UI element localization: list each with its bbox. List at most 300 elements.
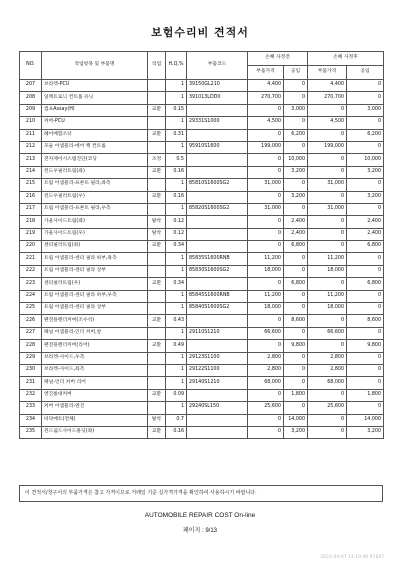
disclaimer-note: 이 견적서/청구서의 부품가격은 참고 가격이므로 거래일 기준 실가격가격을 확인하여 사용하시기 바랍니다. xyxy=(19,485,383,502)
cell-work: 교환 xyxy=(148,278,166,290)
cell-work xyxy=(148,352,166,364)
cell-name: 가울사이드트림(우) xyxy=(42,228,148,240)
cell-hq: 0.16 xyxy=(166,191,187,203)
cell-no: 211 xyxy=(20,129,42,141)
cell-name: 트림 어셈블리-프론트 필라,우측 xyxy=(42,203,148,215)
cell-name: 브라켓-사이드,우측 xyxy=(42,352,148,364)
cell-work xyxy=(148,402,166,414)
table-row xyxy=(20,265,384,277)
cell-work xyxy=(148,80,166,92)
cell-name: 가울사이드트림(좌) xyxy=(42,216,148,228)
cell-hq: 0.7 xyxy=(166,414,187,426)
cell-hq: 0.15 xyxy=(166,104,187,116)
cell-al: 8,600 xyxy=(347,315,384,327)
cell-ap: 31,000 xyxy=(308,179,347,191)
cell-code: 85830S1600SG2 xyxy=(187,265,248,277)
cell-hq: 1 xyxy=(166,377,187,389)
cell-bl: 0 xyxy=(284,203,308,215)
table-row xyxy=(20,129,384,141)
cell-bl: 14,000 xyxy=(284,414,308,426)
table-header xyxy=(20,52,384,80)
header-hq: H,Q,% xyxy=(166,52,187,80)
cell-no: 234 xyxy=(20,414,42,426)
cell-no: 232 xyxy=(20,389,42,401)
cell-work xyxy=(148,265,166,277)
cell-code xyxy=(187,340,248,352)
cell-al: 0 xyxy=(347,377,384,389)
cell-no: 208 xyxy=(20,92,42,104)
cell-code xyxy=(187,129,248,141)
cell-ap: 68,000 xyxy=(308,377,347,389)
table-row xyxy=(20,414,384,426)
header-before-part-price: 부품가격 xyxy=(248,66,284,80)
cell-hq: 1 xyxy=(166,402,187,414)
cell-ap: 18,000 xyxy=(308,265,347,277)
header-after-labor: 공임 xyxy=(347,66,384,80)
cell-hq: 1 xyxy=(166,364,187,376)
cell-bl: 8,600 xyxy=(284,315,308,327)
cell-name: 팬전플렌더커버(조수석) xyxy=(42,315,148,327)
table-row xyxy=(20,92,384,104)
cell-bp: 11,200 xyxy=(248,290,284,302)
cell-ap: 4,500 xyxy=(308,117,347,129)
cell-work xyxy=(148,117,166,129)
cell-bl: 0 xyxy=(284,265,308,277)
cell-hq: 0.16 xyxy=(166,426,187,438)
cell-no: 221 xyxy=(20,253,42,265)
cell-ap: 0 xyxy=(308,104,347,116)
cell-bl: 0 xyxy=(284,141,308,153)
cell-name: 바닥매트(전체) xyxy=(42,414,148,426)
cell-bp: 18,000 xyxy=(248,265,284,277)
cell-bp: 0 xyxy=(248,104,284,116)
cell-bl: 10,000 xyxy=(284,154,308,166)
table-row xyxy=(20,216,384,228)
cell-work: 탈착 xyxy=(148,228,166,240)
cell-bl: 6,800 xyxy=(284,278,308,290)
cell-bl: 0 xyxy=(284,92,308,104)
cell-al: 6,800 xyxy=(347,278,384,290)
cell-bp: 68,000 xyxy=(248,377,284,389)
cell-bl: 0 xyxy=(284,327,308,339)
cell-name: 전자제어시스템진단(코딩 xyxy=(42,154,148,166)
table-row xyxy=(20,203,384,215)
table-row xyxy=(20,340,384,352)
cell-name: 일렉트로닉 컨트롤 유닛 xyxy=(42,92,148,104)
cell-name: 윈드쉴드사이드몰딩(좌) xyxy=(42,426,148,438)
cell-hq: 1 xyxy=(166,179,187,191)
table-row xyxy=(20,426,384,438)
cell-bp: 2,800 xyxy=(248,364,284,376)
cell-code xyxy=(187,389,248,401)
cell-hq: 1 xyxy=(166,265,187,277)
header-code: 부품코드 xyxy=(187,52,248,80)
cell-ap: 18,000 xyxy=(308,303,347,315)
header-no: NO. xyxy=(20,52,42,80)
cell-ap: 25,600 xyxy=(308,402,347,414)
cell-name: 패널-언더 커버 리어 xyxy=(42,377,148,389)
cell-bp: 0 xyxy=(248,315,284,327)
cell-bl: 0 xyxy=(284,253,308,265)
cell-work xyxy=(148,377,166,389)
cell-ap: 0 xyxy=(308,426,347,438)
table-row xyxy=(20,327,384,339)
cell-work: 교환 xyxy=(148,389,166,401)
cell-bp: 0 xyxy=(248,389,284,401)
page-number: 페이지 : 9/13 xyxy=(182,528,218,534)
cell-name: 트림 어셈블리-프론트 필라,좌측 xyxy=(42,179,148,191)
table-row xyxy=(20,154,384,166)
cell-work: 교환 xyxy=(148,315,166,327)
cell-bp: 4,500 xyxy=(248,117,284,129)
cell-work xyxy=(148,290,166,302)
cell-ap: 2,800 xyxy=(308,364,347,376)
cell-bp: 0 xyxy=(248,241,284,253)
cell-ap: 0 xyxy=(308,389,347,401)
cell-bl: 9,800 xyxy=(284,340,308,352)
table-row xyxy=(20,253,384,265)
cell-ap: 270,700 xyxy=(308,92,347,104)
cell-bl: 0 xyxy=(284,402,308,414)
cell-hq: 1 xyxy=(166,80,187,92)
table-row xyxy=(20,290,384,302)
cell-bp: 270,700 xyxy=(248,92,284,104)
cell-code: 39150GL210 xyxy=(187,80,248,92)
timestamp-watermark: 2023-04-07 14:10:46 R76II7 xyxy=(320,555,384,560)
cell-no: 216 xyxy=(20,191,42,203)
cell-no: 222 xyxy=(20,265,42,277)
cell-al: 3,200 xyxy=(347,191,384,203)
cell-al: 0 xyxy=(347,141,384,153)
cell-no: 214 xyxy=(20,166,42,178)
cell-code xyxy=(187,426,248,438)
cell-ap: 0 xyxy=(308,166,347,178)
cell-bp: 31,000 xyxy=(248,203,284,215)
cell-al: 3,200 xyxy=(347,426,384,438)
cell-al: 2,400 xyxy=(347,228,384,240)
estimate-table xyxy=(19,51,384,439)
cell-ap: 66,600 xyxy=(308,327,347,339)
cell-al: 14,000 xyxy=(347,414,384,426)
cell-hq: 0.12 xyxy=(166,216,187,228)
cell-code: 29240SL150 xyxy=(187,402,248,414)
cell-al: 6,800 xyxy=(347,241,384,253)
document-title: 보험수리비 견적서 xyxy=(151,26,249,39)
cell-bp: 0 xyxy=(248,216,284,228)
cell-bl: 6,800 xyxy=(284,241,308,253)
table-body xyxy=(20,80,384,439)
cell-no: 210 xyxy=(20,117,42,129)
table-row xyxy=(20,241,384,253)
cell-code: 85820S1600SG2 xyxy=(187,203,248,215)
cell-hq: 1 xyxy=(166,92,187,104)
cell-bp: 31,000 xyxy=(248,179,284,191)
cell-bl: 0 xyxy=(284,364,308,376)
table-row xyxy=(20,278,384,290)
cell-no: 235 xyxy=(20,426,42,438)
table-row xyxy=(20,389,384,401)
cell-bl: 0 xyxy=(284,80,308,92)
cell-no: 209 xyxy=(20,104,42,116)
cell-bp: 25,600 xyxy=(248,402,284,414)
cell-name: 브라켓-PCU xyxy=(42,80,148,92)
cell-name: 트림 어셈블리-센터 필라 상부 xyxy=(42,265,148,277)
cell-bl: 0 xyxy=(284,290,308,302)
table-row xyxy=(20,228,384,240)
cell-bp: 0 xyxy=(248,129,284,141)
cell-hq: 1 xyxy=(166,117,187,129)
header-before-labor: 공임 xyxy=(284,66,308,80)
cell-bp: 0 xyxy=(248,191,284,203)
cell-no: 227 xyxy=(20,327,42,339)
cell-work: 교환 xyxy=(148,426,166,438)
cell-no: 223 xyxy=(20,278,42,290)
cell-bp: 0 xyxy=(248,228,284,240)
cell-name: 센터필러트림(우) xyxy=(42,278,148,290)
cell-code xyxy=(187,216,248,228)
cell-hq: 0.12 xyxy=(166,228,187,240)
footer-title: AUTOMOBILE REPAIR COST On-line xyxy=(144,512,256,519)
cell-bp: 0 xyxy=(248,414,284,426)
cell-code: 85835S1600RNB xyxy=(187,253,248,265)
cell-bl: 3,000 xyxy=(284,104,308,116)
cell-bp: 0 xyxy=(248,154,284,166)
cell-bl: 0 xyxy=(284,179,308,191)
cell-code xyxy=(187,228,248,240)
cell-al: 0 xyxy=(347,92,384,104)
table-row xyxy=(20,141,384,153)
table-row xyxy=(20,303,384,315)
cell-work: 탈착 xyxy=(148,414,166,426)
cell-no: 226 xyxy=(20,315,42,327)
cell-bl: 2,400 xyxy=(284,216,308,228)
cell-name: 브라켓-사이드,좌측 xyxy=(42,364,148,376)
cell-work: 교환 xyxy=(148,241,166,253)
cell-al: 0 xyxy=(347,203,384,215)
cell-al: 0 xyxy=(347,253,384,265)
cell-hq: 0.43 xyxy=(166,315,187,327)
cell-ap: 0 xyxy=(308,241,347,253)
cell-name: 헤어배합조터 xyxy=(42,129,148,141)
cell-bl: 0 xyxy=(284,352,308,364)
cell-name: 컴프Assay(H) xyxy=(42,104,148,116)
table-row xyxy=(20,364,384,376)
cell-al: 2,400 xyxy=(347,216,384,228)
cell-hq: 1 xyxy=(166,141,187,153)
cell-ap: 0 xyxy=(308,129,347,141)
cell-ap: 2,800 xyxy=(308,352,347,364)
table-row xyxy=(20,352,384,364)
cell-hq: 1 xyxy=(166,352,187,364)
cell-hq: 0.34 xyxy=(166,241,187,253)
cell-name: 트림 어셈블리-센터 필라 하부,우측 xyxy=(42,290,148,302)
cell-code: 29122S1100 xyxy=(187,364,248,376)
cell-work: 탈착 xyxy=(148,216,166,228)
cell-ap: 11,200 xyxy=(308,290,347,302)
cell-ap: 0 xyxy=(308,216,347,228)
header-item: 작업항목 및 부품명 xyxy=(42,52,148,80)
cell-bl: 3,200 xyxy=(284,426,308,438)
cell-work xyxy=(148,327,166,339)
cell-no: 215 xyxy=(20,179,42,191)
cell-bl: 0 xyxy=(284,377,308,389)
cell-al: 0 xyxy=(347,327,384,339)
cell-al: 6,200 xyxy=(347,129,384,141)
cell-ap: 0 xyxy=(308,315,347,327)
cell-code xyxy=(187,414,248,426)
table-row xyxy=(20,104,384,116)
cell-bp: 18,000 xyxy=(248,303,284,315)
cell-al: 9,800 xyxy=(347,340,384,352)
header-after-group: 손해 사정후 xyxy=(308,52,384,66)
cell-no: 231 xyxy=(20,377,42,389)
cell-ap: 0 xyxy=(308,278,347,290)
cell-work xyxy=(148,203,166,215)
cell-no: 224 xyxy=(20,290,42,302)
cell-bp: 0 xyxy=(248,166,284,178)
cell-bp: 2,800 xyxy=(248,352,284,364)
cell-al: 0 xyxy=(347,402,384,414)
cell-work: 교환 xyxy=(148,340,166,352)
cell-hq: 0.16 xyxy=(166,166,187,178)
cell-bl: 3,200 xyxy=(284,166,308,178)
table-row xyxy=(20,166,384,178)
cell-no: 228 xyxy=(20,340,42,352)
cell-no: 218 xyxy=(20,216,42,228)
cell-bl: 0 xyxy=(284,303,308,315)
cell-bl: 6,200 xyxy=(284,129,308,141)
cell-work xyxy=(148,364,166,376)
cell-bp: 66,600 xyxy=(248,327,284,339)
cell-hq: 1 xyxy=(166,290,187,302)
cell-name: 커버-PCU xyxy=(42,117,148,129)
cell-bp: 199,000 xyxy=(248,141,284,153)
table-row xyxy=(20,402,384,414)
cell-name: 센터필러트림(좌) xyxy=(42,241,148,253)
cell-work xyxy=(148,303,166,315)
cell-code xyxy=(187,278,248,290)
cell-al: 3,000 xyxy=(347,104,384,116)
cell-al: 0 xyxy=(347,179,384,191)
cell-ap: 199,000 xyxy=(308,141,347,153)
cell-al: 0 xyxy=(347,265,384,277)
cell-name: 패널 어셈블리-인더 커버,앞 xyxy=(42,327,148,339)
cell-no: 219 xyxy=(20,228,42,240)
table-row xyxy=(20,191,384,203)
cell-no: 217 xyxy=(20,203,42,215)
cell-code: 29110S1210 xyxy=(187,327,248,339)
cell-no: 225 xyxy=(20,303,42,315)
cell-al: 0 xyxy=(347,352,384,364)
cell-bp: 4,400 xyxy=(248,80,284,92)
cell-hq: 0.34 xyxy=(166,278,187,290)
cell-hq: 0.31 xyxy=(166,129,187,141)
cell-work xyxy=(148,92,166,104)
cell-bl: 3,200 xyxy=(284,191,308,203)
cell-name: 팬전플렌더커버(리어) xyxy=(42,340,148,352)
table-row xyxy=(20,117,384,129)
cell-bl: 1,800 xyxy=(284,389,308,401)
cell-al: 3,200 xyxy=(347,166,384,178)
cell-no: 220 xyxy=(20,241,42,253)
cell-code xyxy=(187,191,248,203)
cell-bp: 0 xyxy=(248,340,284,352)
table-row xyxy=(20,315,384,327)
cell-name: 모듈 어셈블리-에어 백 컨트롤 xyxy=(42,141,148,153)
cell-work xyxy=(148,179,166,191)
cell-bp: 0 xyxy=(248,426,284,438)
cell-no: 233 xyxy=(20,402,42,414)
cell-code xyxy=(187,166,248,178)
cell-work: 교환 xyxy=(148,166,166,178)
cell-code: 85840S1600SG2 xyxy=(187,303,248,315)
cell-work: 교환 xyxy=(148,191,166,203)
header-work: 작업 xyxy=(148,52,166,80)
cell-bl: 0 xyxy=(284,117,308,129)
cell-work: 교환 xyxy=(148,129,166,141)
cell-hq: 1 xyxy=(166,203,187,215)
cell-code: 29140S1210 xyxy=(187,377,248,389)
cell-al: 0 xyxy=(347,303,384,315)
cell-no: 230 xyxy=(20,364,42,376)
cell-code xyxy=(187,315,248,327)
cell-ap: 11,200 xyxy=(308,253,347,265)
cell-work xyxy=(148,253,166,265)
cell-al: 0 xyxy=(347,364,384,376)
cell-ap: 0 xyxy=(308,154,347,166)
cell-work: 교환 xyxy=(148,104,166,116)
cell-code xyxy=(187,241,248,253)
cell-ap: 0 xyxy=(308,414,347,426)
table-row xyxy=(20,179,384,191)
cell-code: 85810S1600SG2 xyxy=(187,179,248,191)
cell-code: 391013LDD0 xyxy=(187,92,248,104)
cell-name: 윈도우필러트림(좌) xyxy=(42,166,148,178)
cell-ap: 4,400 xyxy=(308,80,347,92)
cell-ap: 0 xyxy=(308,228,347,240)
cell-no: 212 xyxy=(20,141,42,153)
cell-code xyxy=(187,154,248,166)
cell-al: 1,800 xyxy=(347,389,384,401)
cell-al: 0 xyxy=(347,290,384,302)
cell-code xyxy=(187,104,248,116)
cell-no: 213 xyxy=(20,154,42,166)
cell-hq: 0.49 xyxy=(166,340,187,352)
cell-code: 29331S1000 xyxy=(187,117,248,129)
cell-ap: 31,000 xyxy=(308,203,347,215)
cell-ap: 0 xyxy=(308,191,347,203)
cell-al: 0 xyxy=(347,80,384,92)
cell-name: 커버 어셈블리-엔진 xyxy=(42,402,148,414)
cell-name: 트림 어셈블리-센터 필라 상부 xyxy=(42,303,148,315)
cell-hq: 1 xyxy=(166,253,187,265)
cell-bp: 0 xyxy=(248,278,284,290)
cell-name: 엔진룸대커버 xyxy=(42,389,148,401)
cell-ap: 0 xyxy=(308,340,347,352)
cell-name: 윈도우필러트림(우) xyxy=(42,191,148,203)
cell-work: 조정 xyxy=(148,154,166,166)
cell-al: 0 xyxy=(347,117,384,129)
cell-hq: 1 xyxy=(166,327,187,339)
table-row xyxy=(20,80,384,92)
cell-code: 85845S1600RNB xyxy=(187,290,248,302)
cell-hq: 0.09 xyxy=(166,389,187,401)
cell-code: 29123S1100 xyxy=(187,352,248,364)
cell-hq: 0.5 xyxy=(166,154,187,166)
cell-bl: 2,400 xyxy=(284,228,308,240)
cell-work xyxy=(148,141,166,153)
cell-no: 229 xyxy=(20,352,42,364)
